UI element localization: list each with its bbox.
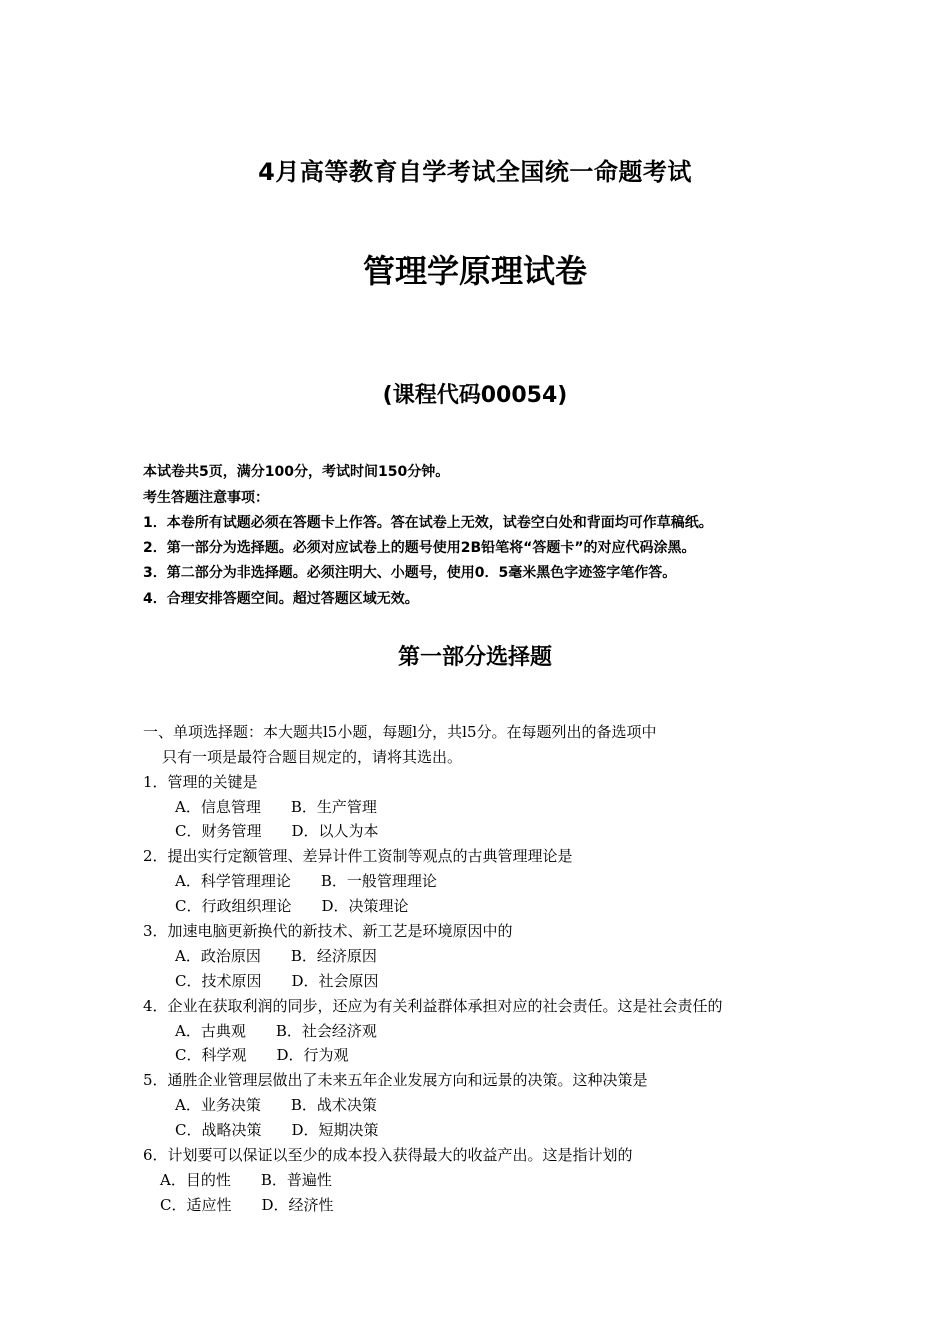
section-title: 第一部分选择题 <box>397 645 552 670</box>
notes-heading: 考生答题注意事项： <box>143 490 269 506</box>
option-b: B．普遍性 <box>260 1171 332 1189</box>
option-row <box>175 946 377 966</box>
option-a: A．业务决策 <box>175 1096 261 1114</box>
option-c: C．适应性 <box>160 1196 232 1214</box>
question-stem: 3．加速电脑更新换代的新技术、新工艺是环境原因中的 <box>143 922 513 940</box>
option-row <box>175 871 437 891</box>
option-c: C．财务管理 <box>175 822 262 840</box>
option-b: B．生产管理 <box>290 798 377 816</box>
option-row <box>175 971 379 991</box>
option-d: D．行为观 <box>276 1046 349 1064</box>
section-instruction: 一、单项选择题：本大题共l5小题，每题l分，共l5分。在每题列出的备选项中 <box>143 723 657 741</box>
question-stem: 5．通胜企业管理层做出了未来五年企业发展方向和远景的决策。这种决策是 <box>143 1071 648 1089</box>
option-d: D．经济性 <box>261 1196 334 1214</box>
option-row <box>160 1195 334 1215</box>
option-a: A．古典观 <box>175 1022 246 1040</box>
option-a: A．科学管理理论 <box>175 872 291 890</box>
option-a: A．目的性 <box>160 1171 231 1189</box>
paper-title: 管理学原理试卷 <box>362 252 587 290</box>
option-row <box>175 1120 379 1140</box>
course-code: (课程代码00054) <box>382 383 568 408</box>
option-a: A．信息管理 <box>175 798 261 816</box>
option-b: B．经济原因 <box>290 947 377 965</box>
option-d: D．以人为本 <box>291 822 379 840</box>
option-row <box>175 797 377 817</box>
option-row <box>175 896 409 916</box>
option-d: D．社会原因 <box>291 972 379 990</box>
question-stem: 1．管理的关键是 <box>143 773 258 791</box>
option-c: C．技术原因 <box>175 972 262 990</box>
option-d: D．决策理论 <box>321 897 409 915</box>
option-row <box>175 1095 377 1115</box>
exam-title: 4月高等教育自学考试全国统一命题考试 <box>258 158 692 186</box>
question-stem: 4．企业在获取利润的同步，还应为有关利益群体承担对应的社会责任。这是社会责任的 <box>143 997 723 1015</box>
notes-item: 2．第一部分为选择题。必须对应试卷上的题号使用2B铅笔将“答题卡”的对应代码涂黑。 <box>143 540 696 556</box>
option-b: B．社会经济观 <box>275 1022 377 1040</box>
option-d: D．短期决策 <box>291 1121 379 1139</box>
option-b: B．战术决策 <box>290 1096 377 1114</box>
notes-intro: 本试卷共5页，满分100分，考试时间150分钟。 <box>143 464 450 480</box>
notes-item: 3．第二部分为非选择题。必须注明大、小题号，使用0．5毫米黑色字迹签字笔作答。 <box>143 565 677 581</box>
notes-item: 1．本卷所有试题必须在答题卡上作答。答在试卷上无效，试卷空白处和背面均可作草稿纸。 <box>143 515 713 531</box>
notes-item: 4．合理安排答题空间。超过答题区域无效。 <box>143 591 419 607</box>
option-b: B．一般管理理论 <box>320 872 437 890</box>
question-stem: 2．提出实行定额管理、差异计件工资制等观点的古典管理理论是 <box>143 847 573 865</box>
section-instruction: 只有一项是最符合题目规定的，请将其选出。 <box>162 748 463 766</box>
option-row <box>175 1045 349 1065</box>
option-row <box>175 821 379 841</box>
option-c: C．科学观 <box>175 1046 247 1064</box>
question-stem: 6．计划要可以保证以至少的成本投入获得最大的收益产出。这是指计划的 <box>143 1146 633 1164</box>
option-row <box>160 1170 332 1190</box>
option-row <box>175 1021 377 1041</box>
option-a: A．政治原因 <box>175 947 261 965</box>
option-c: C．战略决策 <box>175 1121 262 1139</box>
option-c: C．行政组织理论 <box>175 897 292 915</box>
